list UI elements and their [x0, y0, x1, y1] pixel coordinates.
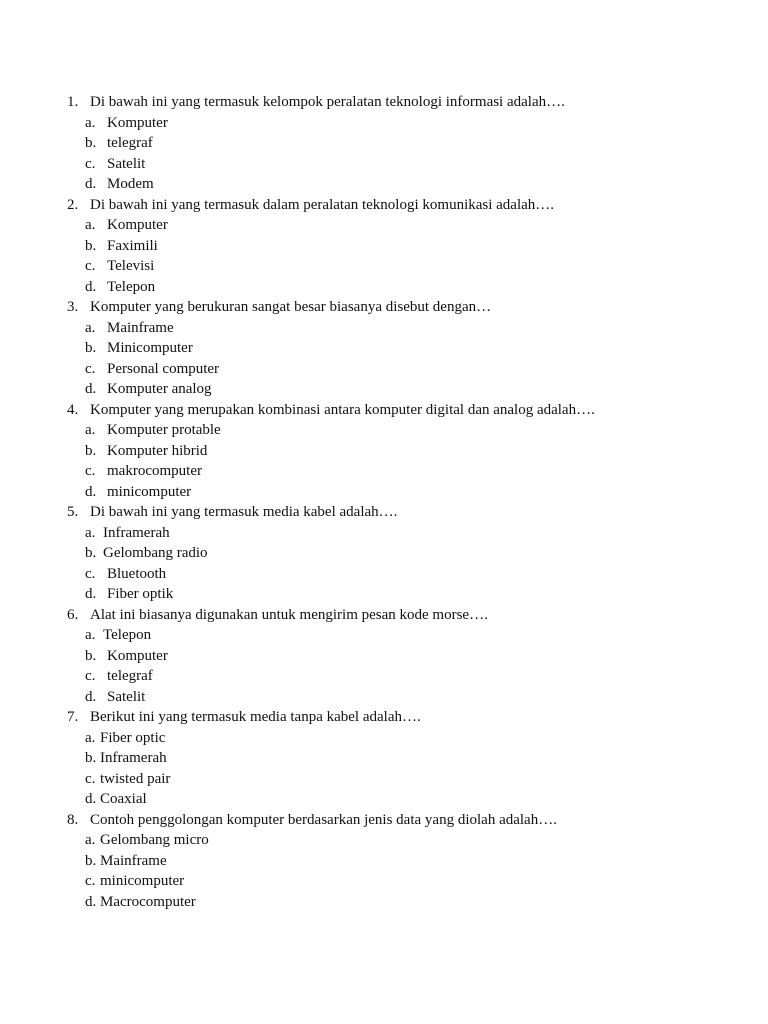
option-b — [0, 851, 768, 872]
option-letter: a. — [85, 729, 96, 746]
question-number: 2. — [67, 196, 79, 213]
option-text: telegraf — [107, 135, 153, 151]
option-letter: c. — [85, 463, 96, 479]
option-text: Komputer — [107, 114, 168, 131]
option-text: Telepon — [107, 278, 156, 295]
option-letter: c. — [85, 873, 96, 889]
question-number: 3. — [67, 299, 79, 315]
question-4 — [0, 400, 768, 503]
option-b — [0, 441, 768, 462]
question-text: Alat ini biasanya digunakan untuk mengirim pesan kode morse…. — [90, 606, 488, 623]
question-text: Di bawah ini yang termasuk dalam peralatan teknologi komunikasi adalah…. — [90, 196, 555, 213]
question-5 — [0, 502, 768, 605]
option-letter: a. — [85, 217, 96, 233]
question-text: Di bawah ini yang termasuk kelompok peralatan teknologi informasi adalah…. — [90, 94, 565, 110]
option-text: Modem — [107, 176, 154, 192]
option-a — [0, 113, 768, 134]
option-text: Komputer protable — [107, 422, 221, 438]
option-b — [0, 646, 768, 667]
question-number: 7. — [67, 709, 79, 725]
option-d — [0, 174, 768, 195]
question-3 — [0, 297, 768, 400]
option-d — [0, 789, 768, 810]
option-text: Faximili — [107, 237, 158, 254]
option-letter: b. — [85, 545, 97, 561]
option-text: Gelombang micro — [100, 832, 209, 848]
option-text: twisted pair — [100, 770, 171, 787]
question-text: Berikut ini yang termasuk media tanpa kabel adalah…. — [90, 709, 421, 725]
option-text: minicomputer — [100, 873, 185, 889]
option-letter: c. — [85, 565, 96, 582]
option-text: Satelit — [107, 688, 146, 705]
option-text: Satelit — [107, 155, 146, 172]
option-text: Telepon — [103, 627, 152, 643]
question-stem — [0, 810, 768, 831]
option-text: Komputer — [107, 647, 168, 664]
option-letter: d. — [85, 688, 97, 705]
option-text: Televisi — [107, 258, 155, 274]
option-letter: d. — [85, 176, 97, 192]
option-a — [0, 318, 768, 339]
option-text: Mainframe — [100, 852, 167, 869]
option-letter: b. — [85, 135, 97, 151]
question-text: Komputer yang merupakan kombinasi antara komputer digital dan analog adalah…. — [90, 401, 595, 418]
option-a — [0, 728, 768, 749]
option-text: Inframerah — [103, 524, 170, 541]
option-b — [0, 236, 768, 257]
question-number: 8. — [67, 811, 79, 828]
question-number: 4. — [67, 401, 79, 418]
option-d — [0, 482, 768, 503]
question-stem — [0, 297, 768, 318]
option-d — [0, 687, 768, 708]
option-letter: c. — [85, 770, 96, 787]
question-text: Komputer yang berukuran sangat besar biasanya disebut dengan… — [90, 299, 492, 315]
option-letter: a. — [85, 627, 96, 643]
option-a — [0, 215, 768, 236]
option-text: Komputer analog — [107, 381, 212, 397]
option-text: Komputer — [107, 217, 168, 233]
option-letter: a. — [85, 524, 96, 541]
option-text: Inframerah — [100, 750, 167, 766]
option-a — [0, 420, 768, 441]
option-c — [0, 769, 768, 790]
option-text: Fiber optik — [107, 586, 174, 602]
option-b — [0, 543, 768, 564]
question-text: Contoh penggolongan komputer berdasarkan jenis data yang diolah adalah…. — [90, 811, 557, 828]
option-letter: b. — [85, 340, 97, 356]
question-8 — [0, 810, 768, 913]
question-text: Di bawah ini yang termasuk media kabel adalah…. — [90, 504, 398, 520]
option-letter: d. — [85, 381, 97, 397]
option-text: Gelombang radio — [103, 545, 208, 561]
option-c — [0, 154, 768, 175]
question-stem — [0, 707, 768, 728]
option-a — [0, 830, 768, 851]
option-text: makrocomputer — [107, 463, 202, 479]
option-a — [0, 523, 768, 544]
question-7 — [0, 707, 768, 810]
quiz-page — [0, 92, 768, 912]
option-letter: d. — [85, 791, 97, 807]
question-stem — [0, 605, 768, 626]
option-letter: d. — [85, 278, 97, 295]
question-stem — [0, 502, 768, 523]
option-d — [0, 584, 768, 605]
option-d — [0, 892, 768, 913]
question-number: 5. — [67, 504, 79, 520]
option-text: telegraf — [107, 668, 153, 684]
question-stem — [0, 92, 768, 113]
option-letter: a. — [85, 114, 96, 131]
option-text: Minicomputer — [107, 340, 193, 356]
question-number: 6. — [67, 606, 79, 623]
option-text: Bluetooth — [107, 565, 167, 582]
option-letter: d. — [85, 893, 97, 910]
option-c — [0, 359, 768, 380]
question-stem — [0, 195, 768, 216]
option-letter: b. — [85, 852, 97, 869]
option-text: Macrocomputer — [100, 893, 196, 910]
option-letter: b. — [85, 750, 97, 766]
option-text: Coaxial — [100, 791, 147, 807]
option-letter: a. — [85, 422, 96, 438]
option-c — [0, 461, 768, 482]
question-stem — [0, 400, 768, 421]
option-c — [0, 871, 768, 892]
option-text: Personal computer — [107, 360, 220, 377]
option-letter: d. — [85, 483, 97, 500]
option-letter: a. — [85, 832, 96, 848]
option-c — [0, 666, 768, 687]
question-number: 1. — [67, 94, 79, 110]
question-2 — [0, 195, 768, 298]
option-a — [0, 625, 768, 646]
option-letter: c. — [85, 360, 96, 377]
question-1 — [0, 92, 768, 195]
option-text: Fiber optic — [100, 729, 166, 746]
option-c — [0, 564, 768, 585]
question-6 — [0, 605, 768, 708]
option-d — [0, 277, 768, 298]
option-letter: b. — [85, 442, 97, 459]
option-text: minicomputer — [107, 483, 192, 500]
option-d — [0, 379, 768, 400]
option-letter: d. — [85, 586, 97, 602]
option-letter: b. — [85, 237, 97, 254]
option-b — [0, 338, 768, 359]
option-b — [0, 133, 768, 154]
option-text: Komputer hibrid — [107, 442, 208, 459]
option-letter: a. — [85, 319, 96, 336]
option-letter: c. — [85, 155, 96, 172]
option-letter: b. — [85, 647, 97, 664]
option-b — [0, 748, 768, 769]
option-letter: c. — [85, 258, 96, 274]
option-c — [0, 256, 768, 277]
option-letter: c. — [85, 668, 96, 684]
option-text: Mainframe — [107, 319, 174, 336]
